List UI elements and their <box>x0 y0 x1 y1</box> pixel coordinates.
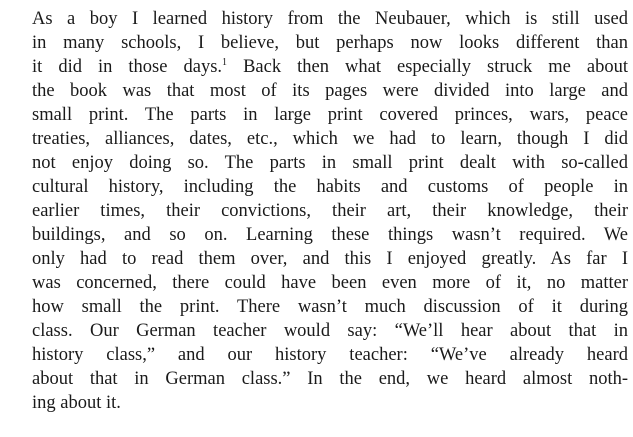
text-line: buildings, and so on. Learning these things wasn’t required. We <box>32 225 628 245</box>
text-line: not enjoy doing so. The parts in small print dealt with so-called <box>32 153 628 173</box>
text-line: ing about it. <box>32 393 121 413</box>
text-segment: it did in those days. <box>32 57 223 77</box>
text-line: about that in German class.” In the end, we heard almost noth- <box>32 369 628 389</box>
text-line <box>32 55 628 79</box>
text-segment: Back then what especially struck me about <box>227 57 628 77</box>
text-line: in many schools, I believe, but perhaps now looks different than <box>32 33 628 53</box>
footnote-marker[interactable]: 1 <box>222 56 228 68</box>
text-line: small print. The parts in large print covered princes, wars, peace <box>32 105 628 125</box>
text-line: history class,” and our history teacher: “We’ve already heard <box>32 345 628 365</box>
text-line: the book was that most of its pages were divided into large and <box>32 81 628 101</box>
text-line: was concerned, there could have been even more of it, no matter <box>32 273 628 293</box>
text-line: As a boy I learned history from the Neubauer, which is still used <box>32 9 628 29</box>
text-line: only had to read them over, and this I enjoyed greatly. As far I <box>32 249 628 269</box>
text-line: treaties, alliances, dates, etc., which we had to learn, though I did <box>32 129 628 149</box>
body-paragraph <box>32 7 628 415</box>
text-line: cultural history, including the habits and customs of people in <box>32 177 628 197</box>
text-line: earlier times, their convictions, their art, their knowledge, their <box>32 201 628 221</box>
text-line: class. Our German teacher would say: “We’ll hear about that in <box>32 321 628 341</box>
text-line: how small the print. There wasn’t much discussion of it during <box>32 297 628 317</box>
document-page <box>32 7 628 415</box>
